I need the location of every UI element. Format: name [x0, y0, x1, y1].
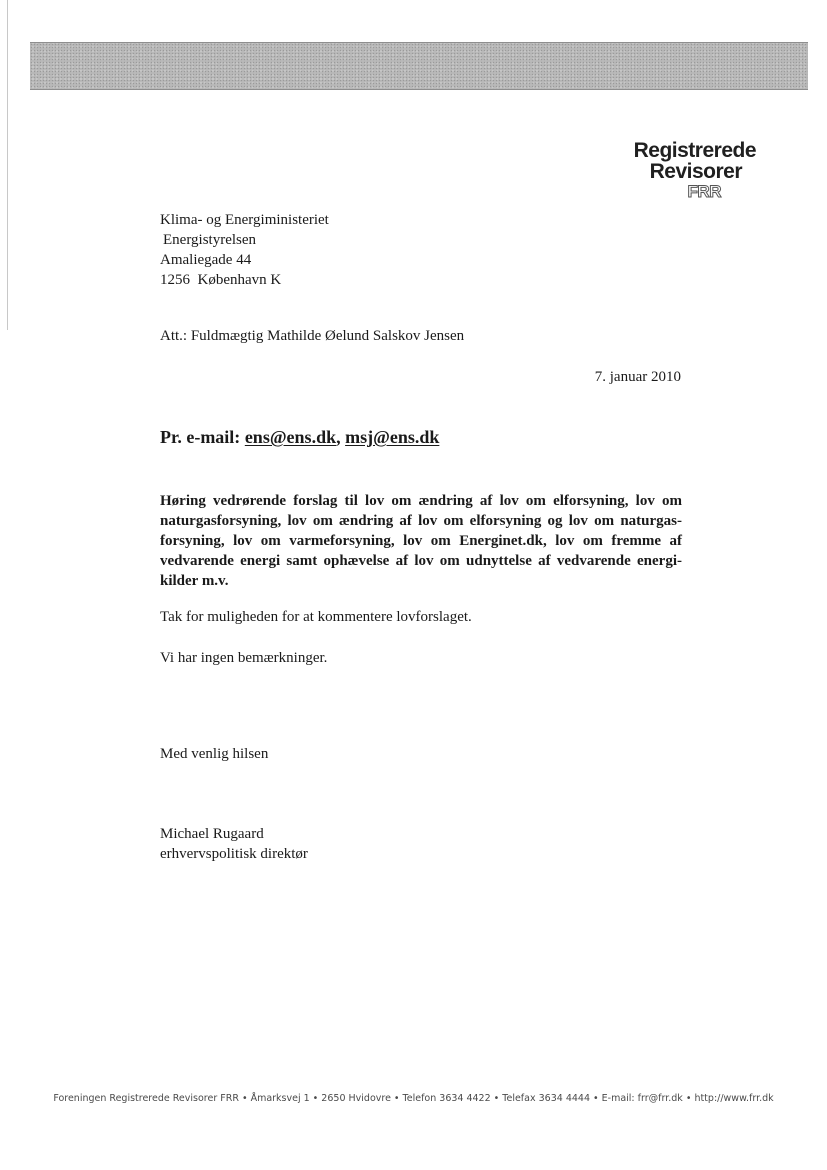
logo-line-2: Revisorer	[649, 160, 742, 183]
subject-heading: Høring vedrørende forslag til lov om ændring af lov om elforsyning, lov om naturgasforsyning, lov om ændring af lov om elforsyning og lov om naturgasforsyning, lov om varmeforsyning, lov om Energinet.dk, lov om fremme af vedvarende energi samt ophævelse af lov om udnyttelse af vedvarende energikilder m.v.	[160, 493, 682, 589]
email-label: Pr. e-mail:	[160, 427, 241, 447]
signer-title: erhvervspolitisk direktør	[160, 846, 308, 862]
logo-line-3: FRR	[687, 182, 721, 201]
letter-footer: Foreningen Registrerede Revisorer FRR • Åmarksvej 1 • 2650 Hvidovre • Telefon 3634 4422 • Telefax 3634 4444 • E-mail: frr@frr.dk • http://www.frr.dk	[53, 1093, 774, 1104]
email-link-msj[interactable]: msj@ens.dk	[345, 427, 440, 447]
logo-line-1: Registrerede	[633, 139, 756, 162]
recipient-street: Amaliegade 44	[160, 252, 252, 268]
recipient-address	[160, 210, 329, 290]
body-paragraph-thanks: Tak for muligheden for at kommentere lovforslaget.	[160, 609, 472, 625]
page-edge-line	[7, 0, 8, 330]
attention-line: Att.: Fuldmægtig Mathilde Øelund Salskov Jensen	[160, 328, 465, 344]
signer-name: Michael Rugaard	[160, 826, 264, 842]
body-paragraph-no-remarks: Vi har ingen bemærkninger.	[160, 650, 328, 666]
frr-logo	[634, 140, 756, 201]
closing-salutation: Med venlig hilsen	[160, 746, 269, 762]
email-separator: ,	[336, 427, 341, 447]
letter-date: 7. januar 2010	[594, 369, 681, 385]
signature-block	[160, 824, 308, 864]
letterhead-band	[30, 42, 808, 90]
recipient-city: 1256 København K	[160, 272, 282, 288]
email-link-ens[interactable]: ens@ens.dk	[244, 427, 337, 447]
email-line	[160, 427, 439, 448]
recipient-dept: Energistyrelsen	[163, 232, 257, 248]
recipient-org: Klima- og Energiministeriet	[160, 212, 329, 228]
